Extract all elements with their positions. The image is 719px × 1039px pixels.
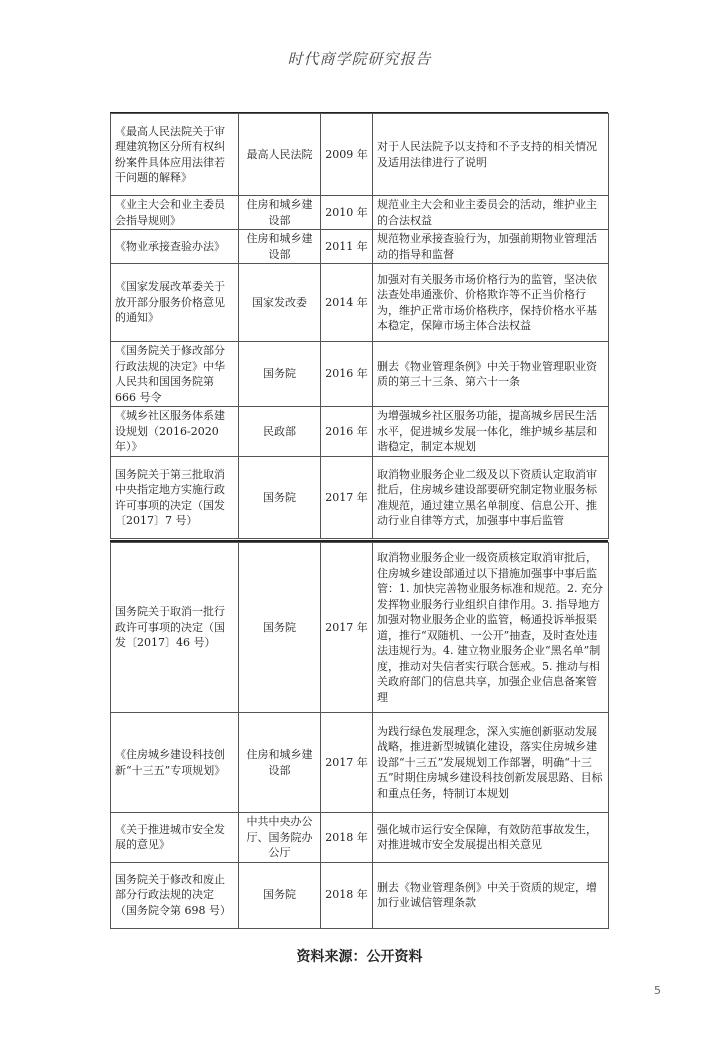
issuing-dept-cell: 住房和城乡建设部 [239, 713, 321, 813]
content-cell: 删去《物业管理条例》中关于物业管理职业资质的第三十三条、第六十一条 [373, 342, 609, 407]
content-cell: 为增强城乡社区服务功能，提高城乡居民生活水平，促进城乡发展一体化，维护城乡基层和谐稳定，制定本规划 [373, 407, 609, 457]
issuing-dept-cell: 民政部 [239, 407, 321, 457]
issuing-dept-cell: 国务院 [239, 457, 321, 539]
table-row [111, 457, 609, 539]
table-row [111, 407, 609, 457]
issuing-dept-cell: 国务院 [239, 543, 321, 713]
page-number: 5 [654, 984, 661, 997]
year-cell: 2016 年 [321, 342, 373, 407]
source-note: 资料来源：公开资料 [296, 949, 423, 965]
policy-name-cell: 《国务院关于修改部分行政法规的决定》中华人民共和国国务院第 666 号令 [111, 342, 239, 407]
content-cell: 强化城市运行安全保障，有效防范事故发生，对推进城市安全发展提出相关意见 [373, 813, 609, 863]
issuing-dept-cell: 国务院 [239, 862, 321, 928]
year-cell: 2017 年 [321, 457, 373, 539]
content-cell: 取消物业服务企业一级资质核定取消审批后，住房城乡建设部通过以下措施加强事中事后监管：1. 加快完善物业服务标准和规范。2. 充分发挥物业服务行业组织自律作用。3. 指导地方加强对物业服务企业的监管，畅通投诉举报渠道，推行“双随机、一公开”抽查，及时查处违法违规行为。4. 建立物业服务企业“黑名单”制度，推动对失信者实行联合惩戒。5. 推动与相关政府部门的信息共享，加强企业信息备案管理 [373, 543, 609, 713]
policy-name-cell: 国务院关于修改和废止部分行政法规的决定（国务院令第 698 号） [111, 862, 239, 928]
report-header: 时代商学院研究报告 [287, 50, 432, 68]
issuing-dept-cell: 住房和城乡建设部 [239, 230, 321, 264]
policy-name-cell: 《关于推进城市安全发展的意见》 [111, 813, 239, 863]
content-cell: 规范物业承接查验行为，加强前期物业管理活动的指导和监督 [373, 230, 609, 264]
year-cell: 2011 年 [321, 230, 373, 264]
policy-table-part1 [110, 113, 609, 539]
content-cell: 对于人民法院予以支持和不予支持的相关情况及适用法律进行了说明 [373, 114, 609, 196]
content-cell: 删去《物业管理条例》中关于资质的规定，增加行业诚信管理条款 [373, 862, 609, 928]
year-cell: 2017 年 [321, 543, 373, 713]
year-cell: 2016 年 [321, 407, 373, 457]
table-row [111, 713, 609, 813]
policy-table-part2 [110, 542, 609, 929]
content-cell: 加强对有关服务市场价格行为的监管，坚决依法查处串通涨价、价格欺诈等不正当价格行为，维护正常市场价格秩序，保持价格水平基本稳定，保障市场主体合法权益 [373, 264, 609, 342]
issuing-dept-cell: 国务院 [239, 342, 321, 407]
issuing-dept-cell: 中共中央办公厅、国务院办公厅 [239, 813, 321, 863]
table-row [111, 543, 609, 713]
policy-name-cell: 《业主大会和业主委员会指导规则》 [111, 196, 239, 230]
issuing-dept-cell: 住房和城乡建设部 [239, 196, 321, 230]
issuing-dept-cell: 最高人民法院 [239, 114, 321, 196]
table-row [111, 230, 609, 264]
year-cell: 2018 年 [321, 813, 373, 863]
year-cell: 2014 年 [321, 264, 373, 342]
table-row [111, 342, 609, 407]
table-row [111, 196, 609, 230]
policy-name-cell: 《住房城乡建设科技创新“十三五”专项规划》 [111, 713, 239, 813]
year-cell: 2009 年 [321, 114, 373, 196]
table-row [111, 114, 609, 196]
policy-name-cell: 《物业承接查验办法》 [111, 230, 239, 264]
year-cell: 2017 年 [321, 713, 373, 813]
content-cell: 规范业主大会和业主委员会的活动，维护业主的合法权益 [373, 196, 609, 230]
content-cell: 为践行绿色发展理念，深入实施创新驱动发展战略，推进新型城镇化建设，落实住房城乡建设部“十三五”发展规划工作部署，明确“十三五”时期住房城乡建设科技创新发展思路、目标和重点任务，特制订本规划 [373, 713, 609, 813]
policy-name-cell: 《最高人民法院关于审理建筑物区分所有权纠纷案件具体应用法律若干问题的解释》 [111, 114, 239, 196]
table-row [111, 264, 609, 342]
policy-name-cell: 国务院关于第三批取消中央指定地方实施行政许可事项的决定（国发〔2017〕7 号） [111, 457, 239, 539]
table-row [111, 862, 609, 928]
policy-name-cell: 《城乡社区服务体系建设规划（2016-2020年）》 [111, 407, 239, 457]
policy-name-cell: 《国家发展改革委关于放开部分服务价格意见的通知》 [111, 264, 239, 342]
year-cell: 2010 年 [321, 196, 373, 230]
year-cell: 2018 年 [321, 862, 373, 928]
content-cell: 取消物业服务企业二级及以下资质认定取消审批后，住房城乡建设部要研究制定物业服务标准规范，通过建立黑名单制度、信息公开、推动行业自律等方式，加强事中事后监管 [373, 457, 609, 539]
policy-name-cell: 国务院关于取消一批行政许可事项的决定（国发〔2017〕46 号） [111, 543, 239, 713]
issuing-dept-cell: 国家发改委 [239, 264, 321, 342]
table-row [111, 813, 609, 863]
